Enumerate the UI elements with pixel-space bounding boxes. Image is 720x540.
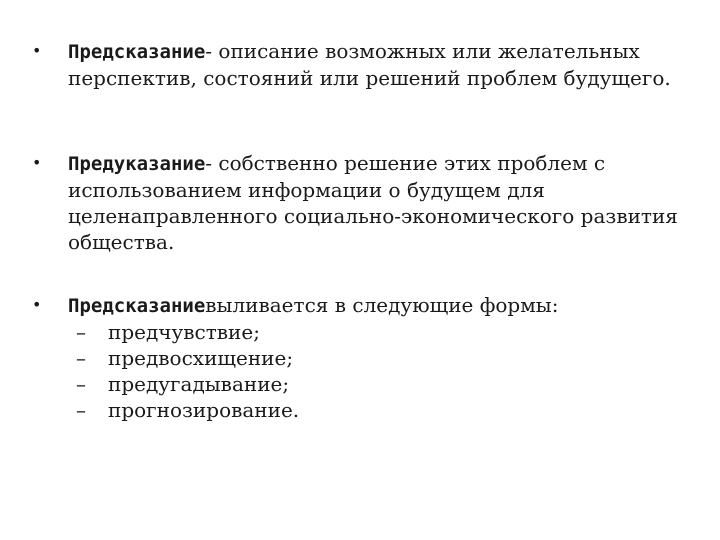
bullet-prediction-forms xyxy=(32,292,698,423)
form-label: прогнозирование. xyxy=(108,398,300,422)
forms-list xyxy=(68,319,698,423)
form-label: предугадывание; xyxy=(108,372,290,396)
bullet-marker: • xyxy=(32,295,42,314)
bullet-preindication-definition xyxy=(32,150,698,255)
term-prediction: Предсказание xyxy=(68,295,206,317)
bullet-marker: • xyxy=(32,153,42,172)
list-item xyxy=(76,397,698,423)
term-prediction: Предсказание xyxy=(68,41,206,63)
forms-intro-text: выливается в следующие формы: xyxy=(205,293,559,317)
dash-marker: – xyxy=(76,320,86,344)
list-item xyxy=(76,345,698,371)
definition-text: - описание возможных или желательных перспектив, состояний или решений проблем будущего. xyxy=(68,39,671,90)
term-preindication: Предуказание xyxy=(68,153,206,175)
form-label: предвосхищение; xyxy=(108,346,294,370)
bullet-prediction-definition xyxy=(32,38,698,91)
dash-marker: – xyxy=(76,398,86,422)
dash-marker: – xyxy=(76,372,86,396)
list-item xyxy=(76,319,698,345)
form-label: предчувствие; xyxy=(108,320,260,344)
dash-marker: – xyxy=(76,346,86,370)
definition-text: - собственно решение этих проблем с использованием информации о будущем для целенаправленного социально-экономического развития общества. xyxy=(68,151,678,254)
bullet-marker: • xyxy=(32,41,42,60)
list-item xyxy=(76,371,698,397)
